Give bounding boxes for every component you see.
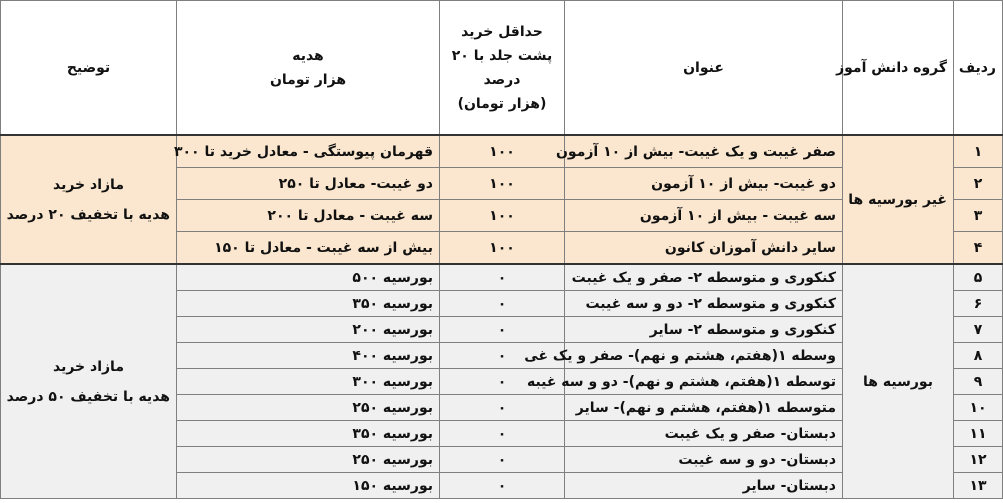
table-row <box>1 135 1003 168</box>
row-min-purchase: ۰ <box>440 447 565 473</box>
group-name: غیر بورسیه ها <box>843 135 954 264</box>
row-title: سایر دانش آموزان کانون <box>565 232 843 265</box>
row-number: ۱۲ <box>954 447 1003 473</box>
row-number: ۷ <box>954 317 1003 343</box>
row-min-purchase: ۰ <box>440 343 565 369</box>
row-number: ۸ <box>954 343 1003 369</box>
group-name: بورسیه ها <box>843 264 954 499</box>
row-number: ۱۳ <box>954 473 1003 499</box>
group-description <box>1 264 177 499</box>
row-title: توسطه ۱(هفتم، هشتم و نهم)- دو و سه غیبه <box>565 369 843 395</box>
table-row <box>1 264 1003 291</box>
header-min-line-1: حداقل خرید <box>461 23 543 40</box>
row-number: ۵ <box>954 264 1003 291</box>
header-row-number: ردیف <box>954 1 1003 136</box>
row-min-purchase: ۰ <box>440 264 565 291</box>
row-gift: بورسیه ۳۰۰ <box>177 369 440 395</box>
row-title: کنکوری و متوسطه ۲- دو و سه غیبت <box>565 291 843 317</box>
row-number: ۱ <box>954 135 1003 168</box>
header-gift-line-1: هدیه <box>292 47 324 64</box>
row-number: ۴ <box>954 232 1003 265</box>
row-title: دبستان- دو و سه غیبت <box>565 447 843 473</box>
row-title: دو غیبت- بیش از ۱۰ آزمون <box>565 168 843 200</box>
row-number: ۶ <box>954 291 1003 317</box>
row-title: متوسطه ۱(هفتم، هشتم و نهم)- سایر <box>565 395 843 421</box>
row-number: ۹ <box>954 369 1003 395</box>
row-gift: بورسیه ۴۰۰ <box>177 343 440 369</box>
row-number: ۱۰ <box>954 395 1003 421</box>
row-gift: سه غیبت - معادل تا ۲۰۰ <box>177 200 440 232</box>
header-gift <box>177 1 440 136</box>
row-gift: بورسیه ۲۰۰ <box>177 317 440 343</box>
row-min-purchase: ۱۰۰ <box>440 200 565 232</box>
header-min-line-4: (هزار تومان) <box>457 95 547 112</box>
row-gift: بورسیه ۲۵۰ <box>177 395 440 421</box>
row-gift: بورسیه ۳۵۰ <box>177 291 440 317</box>
row-min-purchase: ۰ <box>440 473 565 499</box>
row-title: دبستان- صفر و یک غیبت <box>565 421 843 447</box>
row-number: ۳ <box>954 200 1003 232</box>
row-gift: بورسیه ۵۰۰ <box>177 264 440 291</box>
header-row <box>1 1 1003 136</box>
header-title: عنوان <box>565 1 843 136</box>
row-title: دبستان- سایر <box>565 473 843 499</box>
row-number: ۱۱ <box>954 421 1003 447</box>
header-group: گروه دانش آموز <box>843 1 954 136</box>
row-title: وسطه ۱(هفتم، هشتم و نهم)- صفر و یک غی <box>565 343 843 369</box>
row-gift: بورسیه ۲۵۰ <box>177 447 440 473</box>
row-min-purchase: ۰ <box>440 291 565 317</box>
header-gift-line-2: هزار تومان <box>269 71 347 88</box>
row-gift: بورسیه ۳۵۰ <box>177 421 440 447</box>
group-description-line-1: مازاد خرید <box>53 358 124 375</box>
header-description: توضیح <box>1 1 177 136</box>
row-gift: بورسیه ۱۵۰ <box>177 473 440 499</box>
row-min-purchase: ۰ <box>440 421 565 447</box>
group-description-line-1: مازاد خرید <box>53 176 124 193</box>
header-min-line-3: درصد <box>483 71 521 88</box>
group-description-line-2: هدیه با تخفیف ۲۰ درصد <box>6 206 170 223</box>
row-gift: دو غیبت- معادل تا ۲۵۰ <box>177 168 440 200</box>
row-title: کنکوری و متوسطه ۲- صفر و یک غیبت <box>565 264 843 291</box>
row-min-purchase: ۱۰۰ <box>440 135 565 168</box>
row-min-purchase: ۱۰۰ <box>440 232 565 265</box>
row-min-purchase: ۱۰۰ <box>440 168 565 200</box>
group-description-line-2: هدیه با تخفیف ۵۰ درصد <box>6 388 170 405</box>
header-min-line-2: پشت جلد با ۲۰ <box>451 47 553 64</box>
row-title: کنکوری و متوسطه ۲- سایر <box>565 317 843 343</box>
row-title: صفر غیبت و یک غیبت- بیش از ۱۰ آزمون <box>565 135 843 168</box>
row-gift: بیش از سه غیبت - معادل تا ۱۵۰ <box>177 232 440 265</box>
row-min-purchase: ۰ <box>440 369 565 395</box>
row-title: سه غیبت - بیش از ۱۰ آزمون <box>565 200 843 232</box>
row-gift: قهرمان پیوستگی - معادل خرید تا ۳۰۰ <box>177 135 440 168</box>
group-description <box>1 135 177 264</box>
row-min-purchase: ۰ <box>440 317 565 343</box>
row-number: ۲ <box>954 168 1003 200</box>
header-min-purchase <box>440 1 565 136</box>
row-min-purchase: ۰ <box>440 395 565 421</box>
